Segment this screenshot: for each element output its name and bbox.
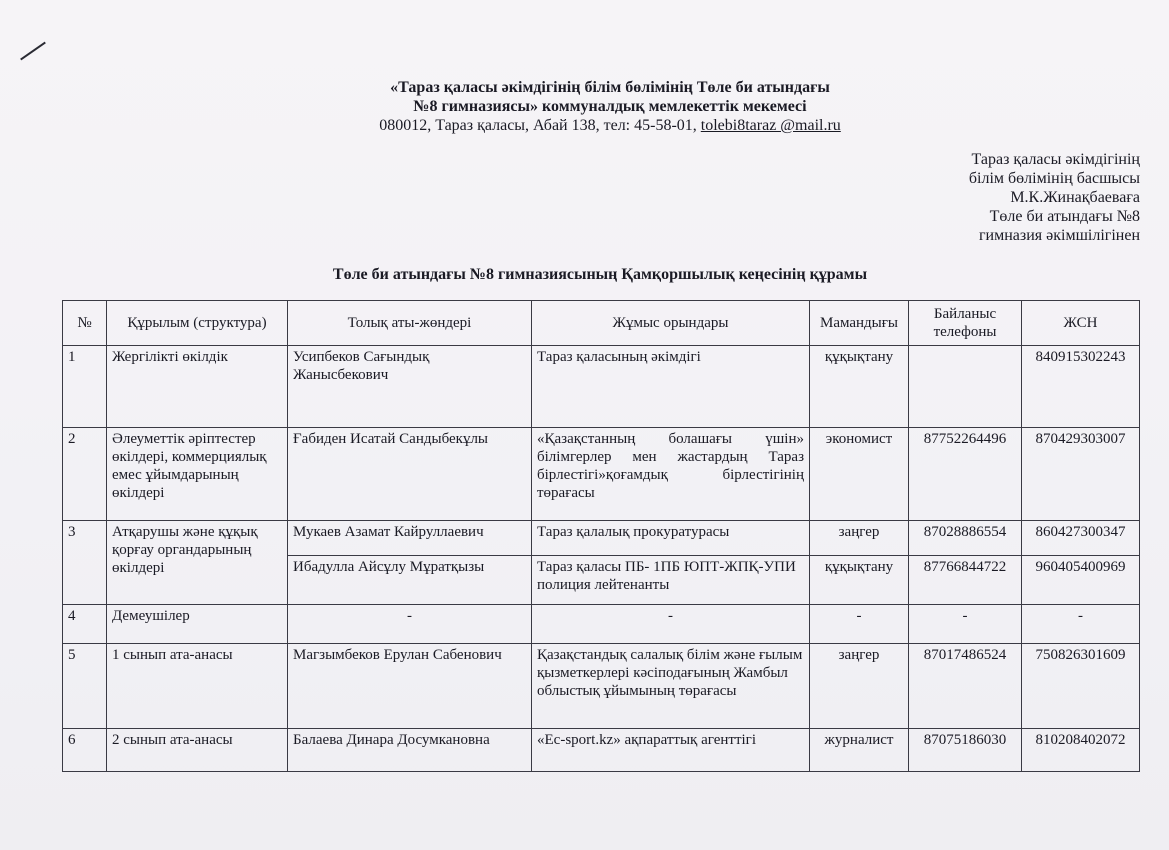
cell-work: Тараз қалалық прокуратурасы: [532, 521, 810, 556]
cell-structure: Атқарушы және құқық қорғау органдарының өкілдері: [107, 521, 288, 605]
cell-num: 1: [63, 346, 107, 428]
cell-num: 3: [63, 521, 107, 605]
cell-phone: 87766844722: [909, 556, 1022, 605]
cell-specialty: құқықтану: [810, 556, 909, 605]
header-iin: ЖСН: [1022, 301, 1140, 346]
addressee-line-3: М.К.Жинақбаеваға: [1010, 189, 1140, 206]
address-text: 080012, Тараз қаласы, Абай 138, тел: 45-58-01,: [379, 117, 701, 134]
cell-iin: 750826301609: [1022, 644, 1140, 729]
cell-iin: 860427300347: [1022, 521, 1140, 556]
cell-name: Ғабиден Исатай Сандыбекұлы: [288, 428, 532, 521]
cell-structure: 2 сынып ата-анасы: [107, 729, 288, 772]
table-row: [63, 346, 1140, 428]
cell-work: Тараз қаласы ПБ- 1ПБ ЮПТ-ЖПҚ-УПИ полиция лейтенанты: [532, 556, 810, 605]
cell-phone: -: [909, 605, 1022, 644]
table-row: [63, 644, 1140, 729]
cell-name: -: [288, 605, 532, 644]
cell-structure: 1 сынып ата-анасы: [107, 644, 288, 729]
header-phone: Байланыс телефоны: [909, 301, 1022, 346]
cell-num: 5: [63, 644, 107, 729]
email-link[interactable]: tolebi8taraz @mail.ru: [700, 117, 841, 134]
letterhead-line-2: №8 гимназиясы» коммуналдық мемлекеттік мекемесі: [413, 98, 807, 115]
header-specialty: Мамандығы: [810, 301, 909, 346]
cell-phone: 87752264496: [909, 428, 1022, 521]
cell-specialty: экономист: [810, 428, 909, 521]
cell-phone: 87075186030: [909, 729, 1022, 772]
table-header-row: [63, 301, 1140, 346]
cell-structure: Жергілікті өкілдік: [107, 346, 288, 428]
pen-mark: [20, 42, 46, 61]
addressee-line-2: білім бөлімінің басшысы: [968, 170, 1140, 187]
cell-phone: [909, 346, 1022, 428]
cell-phone: 87028886554: [909, 521, 1022, 556]
cell-specialty: -: [810, 605, 909, 644]
cell-iin: 960405400969: [1022, 556, 1140, 605]
cell-name: Ибадулла Айсұлу Мұратқызы: [288, 556, 532, 605]
cell-name: Магзымбеков Ерулан Сабенович: [288, 644, 532, 729]
cell-name: Балаева Динара Досумкановна: [288, 729, 532, 772]
cell-iin: 870429303007: [1022, 428, 1140, 521]
cell-num: 6: [63, 729, 107, 772]
cell-specialty: журналист: [810, 729, 909, 772]
addressee-line-1: Тараз қаласы әкімдігінің: [971, 151, 1140, 168]
table-row: [63, 428, 1140, 521]
document-title: Төле би атындағы №8 гимназиясының Қамқоршылық кеңесінің құрамы: [332, 266, 868, 283]
addressee-block: [900, 150, 1140, 245]
header-structure: Құрылым (структура): [107, 301, 288, 346]
cell-specialty: заңгер: [810, 644, 909, 729]
table-row: [63, 605, 1140, 644]
header-work: Жұмыс орындары: [532, 301, 810, 346]
cell-num: 4: [63, 605, 107, 644]
cell-specialty: заңгер: [810, 521, 909, 556]
letterhead-line-1: «Тараз қаласы әкімдігінің білім бөлімінің Төле би атындағы: [390, 79, 830, 96]
letterhead: [300, 78, 920, 135]
cell-iin: -: [1022, 605, 1140, 644]
header-num: №: [63, 301, 107, 346]
table-row: [63, 521, 1140, 556]
cell-structure: Әлеуметтік әріптестер өкілдері, коммерциялық емес ұйымдарының өкілдері: [107, 428, 288, 521]
cell-work: -: [532, 605, 810, 644]
addressee-line-5: гимназия әкімшілігінен: [978, 227, 1140, 244]
table-row: [63, 729, 1140, 772]
addressee-line-4: Төле би атындағы №8: [989, 208, 1140, 225]
cell-specialty: құқықтану: [810, 346, 909, 428]
cell-num: 2: [63, 428, 107, 521]
cell-iin: 810208402072: [1022, 729, 1140, 772]
cell-name: Мукаев Азамат Кайруллаевич: [288, 521, 532, 556]
cell-work: Тараз қаласының әкімдігі: [532, 346, 810, 428]
cell-work: «Ес-sport.kz» ақпараттық агенттігі: [532, 729, 810, 772]
cell-work: «Қазақстанның болашағы үшін» білімгерлер мен жастардың Тараз бірлестігі»қоғамдық бірлестігінің төрағасы: [532, 428, 810, 521]
cell-iin: 840915302243: [1022, 346, 1140, 428]
letterhead-address: [300, 116, 920, 135]
header-name: Толық аты-жөндері: [288, 301, 532, 346]
cell-structure: Демеушілер: [107, 605, 288, 644]
cell-work: Қазақстандық салалық білім және ғылым қызметкерлері кәсіподағының Жамбыл облыстық ұйымының төрағасы: [532, 644, 810, 729]
council-table: [62, 300, 1140, 772]
cell-name: Усипбеков Сағындық Жаныcбекович: [288, 346, 532, 428]
cell-phone: 87017486524: [909, 644, 1022, 729]
